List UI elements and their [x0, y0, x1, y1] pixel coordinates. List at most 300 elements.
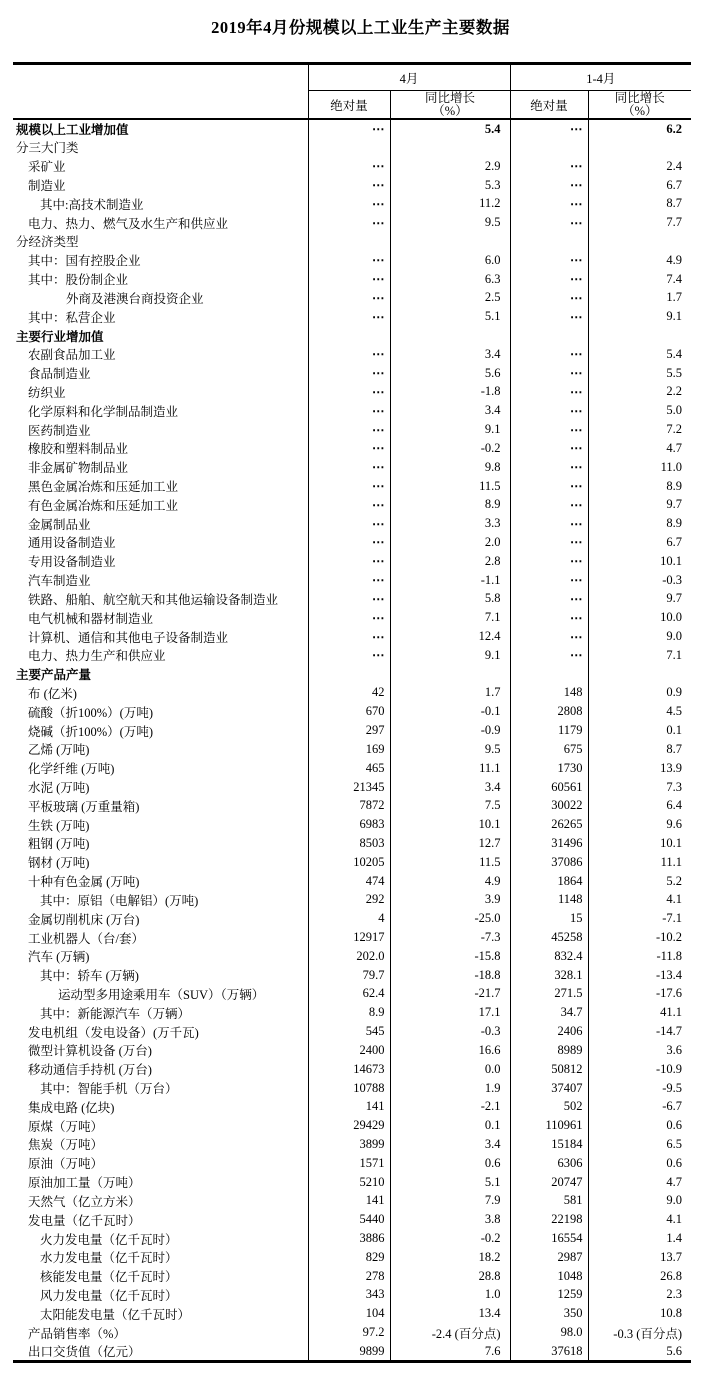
ytd-abs-value: 20747: [510, 1173, 588, 1192]
row-label: 粗钢 (万吨): [28, 837, 90, 852]
apr-abs-value: ⋯: [308, 458, 390, 477]
apr-growth-value: 0.1: [390, 1116, 510, 1135]
ytd-growth-value: 5.0: [588, 401, 691, 420]
apr-growth-value: 1.0: [390, 1286, 510, 1305]
apr-growth-value: 11.5: [390, 853, 510, 872]
ytd-growth-value: 9.0: [588, 1192, 691, 1211]
apr-abs-value: ⋯: [308, 383, 390, 402]
ytd-abs-value: 60561: [510, 778, 588, 797]
table-row: [13, 1022, 691, 1041]
ytd-growth-value: -10.9: [588, 1060, 691, 1079]
apr-abs-value: 278: [308, 1267, 390, 1286]
row-label: 原煤（万吨）: [28, 1119, 104, 1134]
ytd-abs-value: 1730: [510, 759, 588, 778]
row-label: 分经济类型: [16, 235, 79, 250]
apr-growth-value: 3.4: [390, 1135, 510, 1154]
ytd-abs-value: 1148: [510, 891, 588, 910]
header-ytd-absolute: 绝对量: [510, 91, 588, 120]
ytd-growth-value: -7.1: [588, 909, 691, 928]
ytd-abs-value: 98.0: [510, 1323, 588, 1342]
ytd-growth-value: -6.7: [588, 1097, 691, 1116]
apr-growth-value: 5.1: [390, 1173, 510, 1192]
table-row: [13, 232, 691, 251]
ytd-growth-value: -17.6: [588, 985, 691, 1004]
row-label: 产品销售率（%）: [28, 1326, 126, 1341]
ytd-growth-value: 10.8: [588, 1304, 691, 1323]
apr-abs-value: 1571: [308, 1154, 390, 1173]
row-label: 专用设备制造业: [28, 555, 116, 570]
apr-growth-value: 5.6: [390, 364, 510, 383]
row-label: 运动型多用途乘用车（SUV）（万辆）: [58, 987, 265, 1002]
row-label: 核能发电量（亿千瓦时）: [40, 1270, 178, 1285]
apr-growth-value: -0.3: [390, 1022, 510, 1041]
table-row: [13, 966, 691, 985]
ytd-growth-value: 4.7: [588, 439, 691, 458]
row-label: 钢材 (万吨): [28, 856, 90, 871]
row-label: 布 (亿米): [28, 686, 77, 701]
ytd-abs-value: ⋯: [510, 552, 588, 571]
ytd-growth-value: -14.7: [588, 1022, 691, 1041]
apr-abs-value: ⋯: [308, 590, 390, 609]
ytd-growth-value: 4.9: [588, 251, 691, 270]
table-row: [13, 1060, 691, 1079]
apr-growth-value: 18.2: [390, 1248, 510, 1267]
row-label: 太阳能发电量（亿千瓦时）: [40, 1307, 191, 1322]
apr-growth-value: 13.4: [390, 1304, 510, 1323]
apr-growth-value: [390, 232, 510, 251]
table-row: [13, 194, 691, 213]
ytd-growth-value: [588, 232, 691, 251]
ytd-abs-value: ⋯: [510, 420, 588, 439]
apr-abs-value: ⋯: [308, 533, 390, 552]
ytd-growth-value: 7.3: [588, 778, 691, 797]
apr-growth-value: 9.5: [390, 213, 510, 232]
table-row: [13, 853, 691, 872]
row-label: 风力发电量（亿千瓦时）: [40, 1288, 178, 1303]
row-label: 规模以上工业增加值: [16, 123, 129, 137]
ytd-abs-value: 2808: [510, 702, 588, 721]
table-row: [13, 307, 691, 326]
ytd-growth-value: 8.7: [588, 194, 691, 213]
apr-growth-value: 2.0: [390, 533, 510, 552]
apr-growth-value: 7.5: [390, 796, 510, 815]
ytd-abs-value: ⋯: [510, 194, 588, 213]
apr-abs-value: ⋯: [308, 514, 390, 533]
table-row: [13, 270, 691, 289]
ytd-growth-value: -11.8: [588, 947, 691, 966]
ytd-abs-value: ⋯: [510, 533, 588, 552]
ytd-growth-value: -0.3: [588, 571, 691, 590]
row-label: 其中：股份制企业: [28, 273, 129, 288]
apr-abs-value: ⋯: [308, 495, 390, 514]
table-row: [13, 1003, 691, 1022]
apr-abs-value: 5440: [308, 1210, 390, 1229]
ytd-abs-value: 16554: [510, 1229, 588, 1248]
apr-growth-value: -0.9: [390, 721, 510, 740]
apr-abs-value: 3886: [308, 1229, 390, 1248]
apr-abs-value: ⋯: [308, 345, 390, 364]
row-label: 工业机器人（台/套）: [28, 931, 144, 946]
table-row: [13, 985, 691, 1004]
ytd-abs-value: 271.5: [510, 985, 588, 1004]
table-row: [13, 439, 691, 458]
apr-growth-value: [390, 326, 510, 345]
table-row: [13, 759, 691, 778]
row-label: 农副食品加工业: [28, 348, 116, 363]
ytd-growth-value: 10.0: [588, 608, 691, 627]
ytd-abs-value: ⋯: [510, 439, 588, 458]
table-row: [13, 119, 691, 138]
row-label: 医药制造业: [28, 423, 91, 438]
apr-growth-value: 9.1: [390, 646, 510, 665]
ytd-abs-value: ⋯: [510, 213, 588, 232]
ytd-abs-value: 45258: [510, 928, 588, 947]
row-label: 制造业: [28, 179, 66, 194]
apr-growth-value: -2.4 (百分点): [390, 1323, 510, 1342]
table-row: [13, 834, 691, 853]
table-body: [13, 119, 691, 1362]
apr-growth-value: 3.9: [390, 891, 510, 910]
apr-growth-value: 6.0: [390, 251, 510, 270]
apr-growth-value: -0.2: [390, 439, 510, 458]
apr-growth-value: 0.6: [390, 1154, 510, 1173]
row-label: 电力、热力生产和供应业: [28, 649, 166, 664]
apr-abs-value: [308, 232, 390, 251]
ytd-abs-value: ⋯: [510, 627, 588, 646]
apr-growth-value: 11.1: [390, 759, 510, 778]
row-label: 通用设备制造业: [28, 536, 116, 551]
apr-growth-value: [390, 665, 510, 684]
ytd-abs-value: ⋯: [510, 608, 588, 627]
row-label: 发电量（亿千瓦时）: [28, 1213, 141, 1228]
apr-growth-value: 11.2: [390, 194, 510, 213]
table-row: [13, 928, 691, 947]
apr-growth-value: 0.0: [390, 1060, 510, 1079]
table-row: [13, 495, 691, 514]
apr-abs-value: 474: [308, 872, 390, 891]
ytd-growth-value: 7.7: [588, 213, 691, 232]
apr-abs-value: 12917: [308, 928, 390, 947]
apr-abs-value: ⋯: [308, 364, 390, 383]
row-label: 有色金属冶炼和压延加工业: [28, 498, 179, 513]
apr-abs-value: ⋯: [308, 157, 390, 176]
row-label: 非金属矿物制品业: [28, 461, 129, 476]
table-row: [13, 364, 691, 383]
table-row: [13, 1192, 691, 1211]
table-row: [13, 514, 691, 533]
ytd-abs-value: 50812: [510, 1060, 588, 1079]
apr-abs-value: 545: [308, 1022, 390, 1041]
ytd-growth-value: 8.9: [588, 477, 691, 496]
growth-header-line1: 同比增长: [425, 91, 476, 105]
ytd-growth-value: 5.5: [588, 364, 691, 383]
ytd-growth-value: 2.3: [588, 1286, 691, 1305]
apr-abs-value: 42: [308, 684, 390, 703]
header-period-jan-apr: 1-4月: [510, 64, 691, 91]
row-label: 其中：轿车 (万辆): [40, 969, 139, 984]
ytd-growth-value: 4.1: [588, 1210, 691, 1229]
apr-abs-value: 62.4: [308, 985, 390, 1004]
ytd-growth-value: 7.2: [588, 420, 691, 439]
apr-growth-value: 2.8: [390, 552, 510, 571]
ytd-abs-value: ⋯: [510, 590, 588, 609]
ytd-growth-value: 10.1: [588, 834, 691, 853]
ytd-abs-value: 15: [510, 909, 588, 928]
ytd-abs-value: ⋯: [510, 458, 588, 477]
apr-abs-value: 4: [308, 909, 390, 928]
ytd-abs-value: [510, 326, 588, 345]
apr-growth-value: 3.8: [390, 1210, 510, 1229]
table-row: [13, 1342, 691, 1362]
row-label: 天然气（亿立方米）: [28, 1194, 141, 1209]
ytd-growth-value: 0.6: [588, 1154, 691, 1173]
ytd-abs-value: 350: [510, 1304, 588, 1323]
header-corner-cell: [13, 64, 308, 120]
ytd-abs-value: 1259: [510, 1286, 588, 1305]
apr-growth-value: 2.9: [390, 157, 510, 176]
apr-abs-value: ⋯: [308, 213, 390, 232]
apr-growth-value: 1.7: [390, 684, 510, 703]
row-label: 主要产品产量: [16, 668, 92, 683]
row-label: 电气机械和器材制造业: [28, 611, 154, 626]
growth-header-line2: （%）: [622, 104, 658, 118]
ytd-growth-value: 6.4: [588, 796, 691, 815]
ytd-growth-value: 8.7: [588, 740, 691, 759]
ytd-growth-value: 4.1: [588, 891, 691, 910]
apr-abs-value: 297: [308, 721, 390, 740]
apr-growth-value: 3.4: [390, 778, 510, 797]
ytd-abs-value: ⋯: [510, 176, 588, 195]
apr-abs-value: ⋯: [308, 608, 390, 627]
ytd-growth-value: 1.4: [588, 1229, 691, 1248]
ytd-growth-value: 11.0: [588, 458, 691, 477]
ytd-abs-value: 8989: [510, 1041, 588, 1060]
apr-growth-value: 4.9: [390, 872, 510, 891]
apr-abs-value: 79.7: [308, 966, 390, 985]
ytd-abs-value: 1864: [510, 872, 588, 891]
apr-abs-value: ⋯: [308, 176, 390, 195]
apr-abs-value: ⋯: [308, 646, 390, 665]
ytd-growth-value: 2.4: [588, 157, 691, 176]
ytd-growth-value: 26.8: [588, 1267, 691, 1286]
apr-growth-value: 7.9: [390, 1192, 510, 1211]
ytd-growth-value: 7.4: [588, 270, 691, 289]
table-row: [13, 740, 691, 759]
apr-abs-value: 10788: [308, 1079, 390, 1098]
ytd-growth-value: 10.1: [588, 552, 691, 571]
row-label: 火力发电量（亿千瓦时）: [40, 1232, 178, 1247]
growth-header-line2: （%）: [432, 104, 468, 118]
ytd-abs-value: ⋯: [510, 157, 588, 176]
header-april-absolute: 绝对量: [308, 91, 390, 120]
apr-growth-value: 5.4: [390, 119, 510, 138]
apr-abs-value: 3899: [308, 1135, 390, 1154]
table-row: [13, 1097, 691, 1116]
ytd-abs-value: ⋯: [510, 571, 588, 590]
apr-abs-value: 670: [308, 702, 390, 721]
apr-growth-value: -18.8: [390, 966, 510, 985]
ytd-abs-value: 34.7: [510, 1003, 588, 1022]
ytd-growth-value: 4.7: [588, 1173, 691, 1192]
table-row: [13, 213, 691, 232]
row-label: 计算机、通信和其他电子设备制造业: [28, 630, 229, 645]
ytd-growth-value: 13.7: [588, 1248, 691, 1267]
apr-growth-value: -21.7: [390, 985, 510, 1004]
apr-growth-value: 9.5: [390, 740, 510, 759]
table-row: [13, 815, 691, 834]
table-row: [13, 326, 691, 345]
ytd-growth-value: 0.1: [588, 721, 691, 740]
ytd-abs-value: 30022: [510, 796, 588, 815]
ytd-abs-value: 832.4: [510, 947, 588, 966]
row-label: 烧碱（折100%）(万吨): [28, 724, 153, 739]
apr-abs-value: 6983: [308, 815, 390, 834]
ytd-abs-value: 31496: [510, 834, 588, 853]
row-label: 铁路、船舶、航空航天和其他运输设备制造业: [28, 592, 279, 607]
apr-abs-value: ⋯: [308, 119, 390, 138]
table-row: [13, 1304, 691, 1323]
ytd-abs-value: 148: [510, 684, 588, 703]
table-row: [13, 1267, 691, 1286]
row-label: 原油加工量（万吨）: [28, 1176, 141, 1191]
ytd-abs-value: 675: [510, 740, 588, 759]
apr-growth-value: 3.4: [390, 345, 510, 364]
ytd-growth-value: 9.7: [588, 590, 691, 609]
apr-abs-value: 97.2: [308, 1323, 390, 1342]
apr-abs-value: 292: [308, 891, 390, 910]
apr-abs-value: ⋯: [308, 477, 390, 496]
apr-growth-value: 8.9: [390, 495, 510, 514]
table-row: [13, 345, 691, 364]
ytd-abs-value: 37618: [510, 1342, 588, 1362]
row-label: 集成电路 (亿块): [28, 1100, 115, 1115]
apr-abs-value: 29429: [308, 1116, 390, 1135]
table-row: [13, 778, 691, 797]
row-label: 分三大门类: [16, 141, 79, 156]
apr-growth-value: 17.1: [390, 1003, 510, 1022]
apr-abs-value: 8503: [308, 834, 390, 853]
row-label: 平板玻璃 (万重量箱): [28, 799, 140, 814]
ytd-abs-value: 22198: [510, 1210, 588, 1229]
ytd-growth-value: 13.9: [588, 759, 691, 778]
table-row: [13, 872, 691, 891]
apr-abs-value: 10205: [308, 853, 390, 872]
ytd-growth-value: 1.7: [588, 289, 691, 308]
ytd-abs-value: 26265: [510, 815, 588, 834]
ytd-abs-value: 15184: [510, 1135, 588, 1154]
row-label: 其中：智能手机（万台）: [40, 1082, 178, 1097]
ytd-growth-value: 41.1: [588, 1003, 691, 1022]
table-row: [13, 477, 691, 496]
apr-growth-value: 9.1: [390, 420, 510, 439]
ytd-abs-value: 1048: [510, 1267, 588, 1286]
row-label: 汽车 (万辆): [28, 950, 90, 965]
ytd-growth-value: 4.5: [588, 702, 691, 721]
apr-abs-value: 5210: [308, 1173, 390, 1192]
row-label: 黑色金属冶炼和压延加工业: [28, 480, 179, 495]
ytd-abs-value: ⋯: [510, 364, 588, 383]
apr-abs-value: 141: [308, 1097, 390, 1116]
apr-growth-value: -7.3: [390, 928, 510, 947]
row-label: 十种有色金属 (万吨): [28, 875, 140, 890]
ytd-growth-value: 6.5: [588, 1135, 691, 1154]
table-row: [13, 383, 691, 402]
row-label: 金属切削机床 (万台): [28, 912, 140, 927]
apr-growth-value: 5.3: [390, 176, 510, 195]
row-label: 食品制造业: [28, 367, 91, 382]
ytd-growth-value: 0.9: [588, 684, 691, 703]
apr-abs-value: 9899: [308, 1342, 390, 1362]
row-label: 其中：原铝（电解铝）(万吨): [40, 893, 199, 908]
table-row: [13, 458, 691, 477]
ytd-abs-value: ⋯: [510, 289, 588, 308]
table-row: [13, 646, 691, 665]
row-label: 纺织业: [28, 385, 66, 400]
table-row: [13, 251, 691, 270]
table-row: [13, 1286, 691, 1305]
ytd-abs-value: ⋯: [510, 477, 588, 496]
apr-growth-value: -2.1: [390, 1097, 510, 1116]
ytd-abs-value: [510, 665, 588, 684]
ytd-abs-value: 328.1: [510, 966, 588, 985]
table-row: [13, 1154, 691, 1173]
apr-growth-value: 7.6: [390, 1342, 510, 1362]
header-ytd-growth: [588, 91, 691, 120]
row-label: 其中:高技术制造业: [40, 197, 144, 212]
apr-abs-value: ⋯: [308, 401, 390, 420]
table-row: [13, 1229, 691, 1248]
ytd-growth-value: 0.6: [588, 1116, 691, 1135]
table-row: [13, 1173, 691, 1192]
apr-abs-value: [308, 665, 390, 684]
apr-growth-value: 11.5: [390, 477, 510, 496]
ytd-growth-value: 9.6: [588, 815, 691, 834]
row-label: 生铁 (万吨): [28, 818, 90, 833]
apr-abs-value: 7872: [308, 796, 390, 815]
apr-growth-value: 10.1: [390, 815, 510, 834]
ytd-growth-value: -9.5: [588, 1079, 691, 1098]
table-row: [13, 157, 691, 176]
ytd-growth-value: 6.2: [588, 119, 691, 138]
ytd-growth-value: -0.3 (百分点): [588, 1323, 691, 1342]
row-label: 电力、热力、燃气及水生产和供应业: [28, 216, 229, 231]
ytd-abs-value: 37407: [510, 1079, 588, 1098]
ytd-growth-value: 6.7: [588, 176, 691, 195]
ytd-abs-value: [510, 138, 588, 157]
apr-abs-value: 8.9: [308, 1003, 390, 1022]
ytd-abs-value: [510, 232, 588, 251]
table-row: [13, 176, 691, 195]
ytd-growth-value: 6.7: [588, 533, 691, 552]
table-row: [13, 533, 691, 552]
apr-growth-value: 12.4: [390, 627, 510, 646]
table-row: [13, 1248, 691, 1267]
row-label: 采矿业: [28, 160, 66, 175]
table-row: [13, 909, 691, 928]
table-row: [13, 608, 691, 627]
row-label: 橡胶和塑料制品业: [28, 442, 129, 457]
header-april-growth: [390, 91, 510, 120]
row-label: 外商及港澳台商投资企业: [66, 291, 204, 306]
ytd-growth-value: 5.2: [588, 872, 691, 891]
apr-abs-value: 202.0: [308, 947, 390, 966]
apr-growth-value: 2.5: [390, 289, 510, 308]
ytd-growth-value: [588, 138, 691, 157]
table-row: [13, 684, 691, 703]
ytd-abs-value: 2406: [510, 1022, 588, 1041]
row-label: 其中：新能源汽车（万辆）: [40, 1006, 191, 1021]
apr-growth-value: -1.1: [390, 571, 510, 590]
